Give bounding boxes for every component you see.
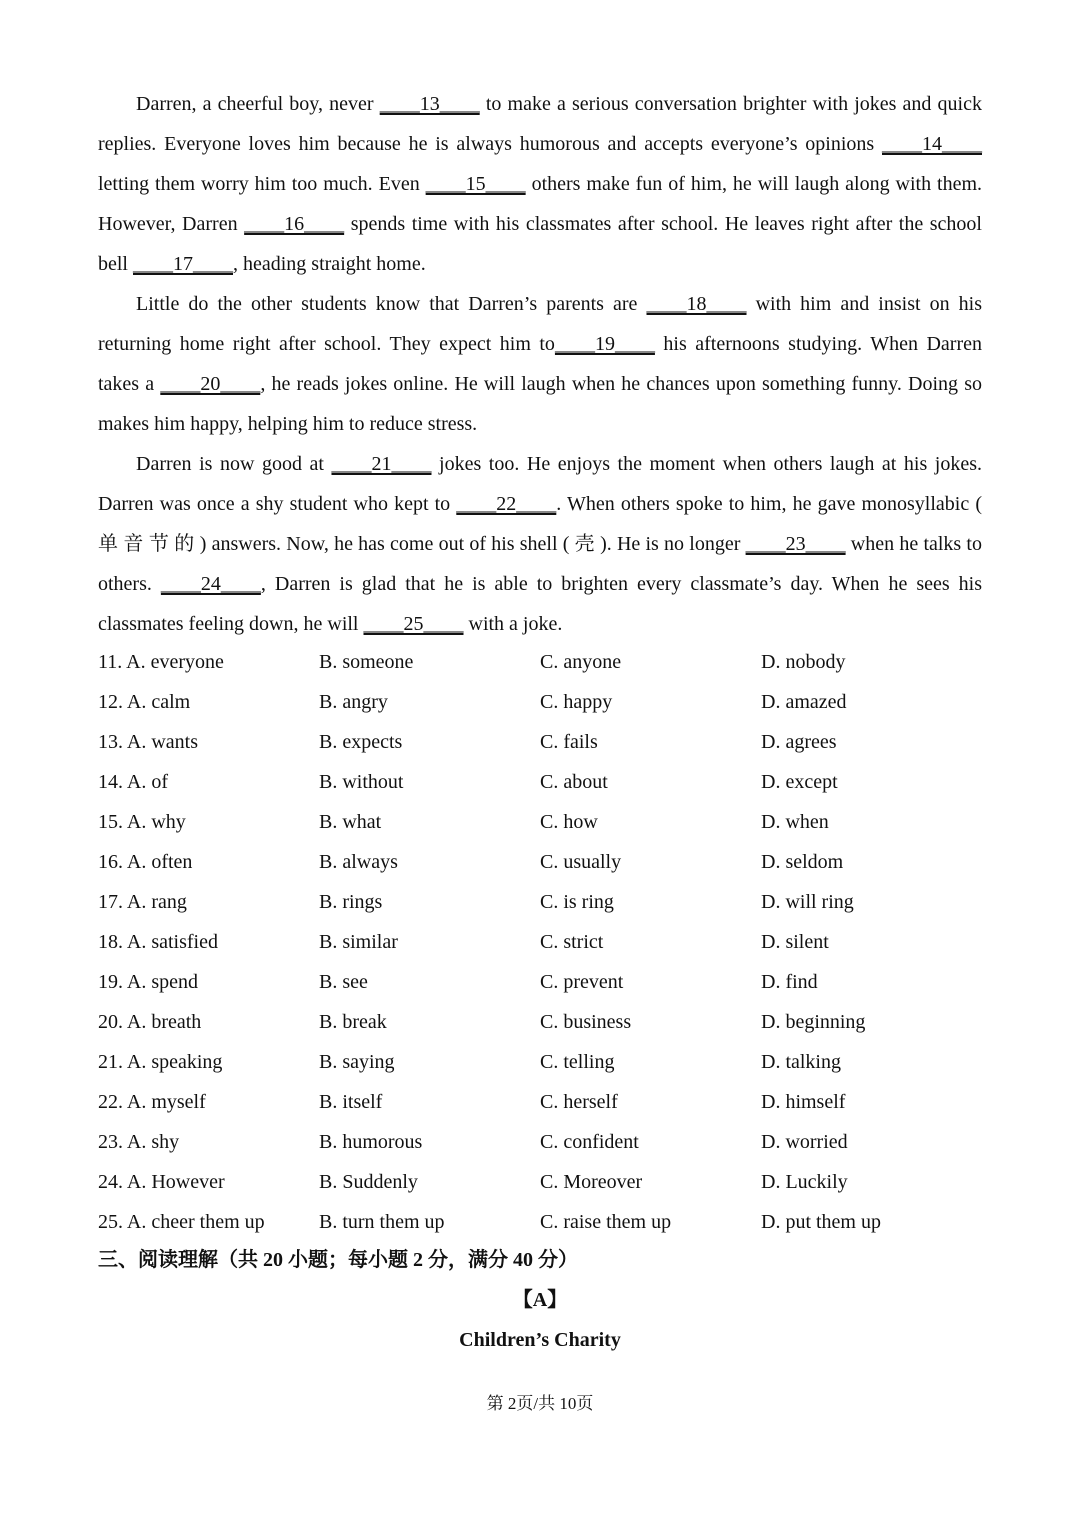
passage-text: when he talks to others. [98,533,982,595]
blank-number: ____14____ [882,133,982,155]
option-b: B. without [319,770,404,793]
option-a: 15. A. why [98,810,186,833]
option-b: B. similar [319,930,398,953]
passage-text: to make a serious conversation brighter with jokes and quick replies. Everyone loves him because he is always humorous and accepts everyone’s opinions [98,93,982,155]
option-a: 18. A. satisfied [98,930,218,953]
option-b: B. see [319,970,368,993]
option-b: B. what [319,810,382,833]
option-d: D. talking [761,1050,841,1073]
blank-number: ____18____ [646,293,747,315]
question-row [98,1162,982,1202]
option-a: 19. A. spend [98,970,198,993]
option-b: B. break [319,1010,387,1033]
question-row [98,1122,982,1162]
option-d: D. will ring [761,890,854,913]
blank-number: ____16____ [244,213,345,235]
option-c: C. Moreover [540,1170,643,1193]
option-c: C. how [540,810,598,833]
question-row [98,882,982,922]
passage-text: , Darren is glad that he is able to brighten every classmate’s day. When he sees his classmates feeling down, he will [98,573,982,635]
option-a: 14. A. of [98,770,168,793]
question-row [98,962,982,1002]
part-label: 【A】 [512,1289,568,1311]
question-row [98,802,982,842]
passage-paragraph [98,444,982,644]
section-heading: 三、阅读理解（共 20 小题；每小题 2 分，满分 40 分） [98,1249,578,1271]
option-c: C. telling [540,1050,615,1073]
option-c: C. anyone [540,650,622,673]
option-d: D. seldom [761,850,844,873]
option-c: C. raise them up [540,1210,672,1233]
question-row [98,642,982,682]
passage-text: Darren, a cheerful boy, never [136,93,380,115]
option-a: 13. A. wants [98,730,198,753]
blank-number: ____21____ [331,453,432,475]
blank-number: ____23____ [745,533,846,555]
question-row [98,1082,982,1122]
option-d: D. when [761,810,829,833]
option-a: 20. A. breath [98,1010,202,1033]
option-b: B. humorous [319,1130,423,1153]
passage-text: with a joke. [463,613,563,635]
option-c: C. herself [540,1090,618,1113]
question-row [98,922,982,962]
passage-title: Children’s Charity [459,1329,621,1351]
passage-text: , heading straight home. [233,253,426,275]
option-c: C. confident [540,1130,639,1153]
option-a: 23. A. shy [98,1130,180,1153]
option-d: D. worried [761,1130,848,1153]
option-b: B. someone [319,650,414,673]
option-c: C. happy [540,690,613,713]
option-d: D. amazed [761,690,847,713]
option-b: B. itself [319,1090,383,1113]
option-c: C. is ring [540,890,614,913]
passage-paragraph [98,84,982,284]
option-d: D. find [761,970,818,993]
option-c: C. strict [540,930,604,953]
answer-options [98,642,982,1242]
passage-text: others make fun of him, he will laugh along with them. However, Darren [98,173,982,235]
option-d: D. Luckily [761,1170,848,1193]
passage-text: Darren is now good at [136,453,332,475]
option-a: 22. A. myself [98,1090,206,1113]
option-b: B. rings [319,890,383,913]
option-b: B. always [319,850,398,873]
option-d: D. agrees [761,730,837,753]
option-d: D. put them up [761,1210,881,1233]
option-b: B. turn them up [319,1210,445,1233]
option-a: 16. A. often [98,850,193,873]
option-d: D. himself [761,1090,846,1113]
option-d: D. silent [761,930,829,953]
option-a: 24. A. However [98,1170,225,1193]
page-footer: 第 2页/共 10页 [486,1394,594,1413]
option-b: B. angry [319,690,388,713]
blank-number: ____24____ [160,573,261,595]
passage-text: letting them worry him too much. Even [98,173,426,195]
passage-text: . When others spoke to him, he gave monosyllabic ( 单 音 节 的 ) answers. Now, he has come out of his shell ( 壳 ). He is no longer [98,493,982,555]
question-row [98,1002,982,1042]
passage-text: with him and insist on his returning home right after school. They expect him to [98,293,982,355]
question-row [98,762,982,802]
option-a: 25. A. cheer them up [98,1210,265,1233]
question-row [98,722,982,762]
option-c: C. business [540,1010,632,1033]
passage-text: spends time with his classmates after school. He leaves right after the school bell [98,213,982,275]
option-a: 12. A. calm [98,690,191,713]
option-b: B. Suddenly [319,1170,418,1193]
option-c: C. usually [540,850,622,873]
question-row [98,842,982,882]
option-c: C. about [540,770,608,793]
option-c: C. prevent [540,970,624,993]
blank-number: ____17____ [133,253,233,275]
question-row [98,1202,982,1242]
option-d: D. nobody [761,650,846,673]
blank-number: ____19____ [554,333,655,355]
blank-number: ____20____ [160,373,261,395]
option-a: 21. A. speaking [98,1050,223,1073]
question-row [98,682,982,722]
option-a: 17. A. rang [98,890,187,913]
option-b: B. expects [319,730,403,753]
option-d: D. except [761,770,838,793]
option-b: B. saying [319,1050,395,1073]
cloze-passage [98,84,982,644]
blank-number: ____15____ [425,173,526,195]
passage-text: his afternoons studying. When Darren takes a [98,333,982,395]
passage-paragraph [98,284,982,444]
blank-number: ____22____ [456,493,557,515]
option-c: C. fails [540,730,598,753]
blank-number: ____13____ [379,93,480,115]
passage-text: jokes too. He enjoys the moment when others laugh at his jokes. Darren was once a shy student who kept to [98,453,982,515]
option-d: D. beginning [761,1010,866,1033]
passage-text: , he reads jokes online. He will laugh when he chances upon something funny. Doing so makes him happy, helping him to reduce stress. [98,373,982,435]
option-a: 11. A. everyone [98,650,224,673]
passage-text: Little do the other students know that Darren’s parents are [136,293,647,315]
question-row [98,1042,982,1082]
blank-number: ____25____ [363,613,464,635]
